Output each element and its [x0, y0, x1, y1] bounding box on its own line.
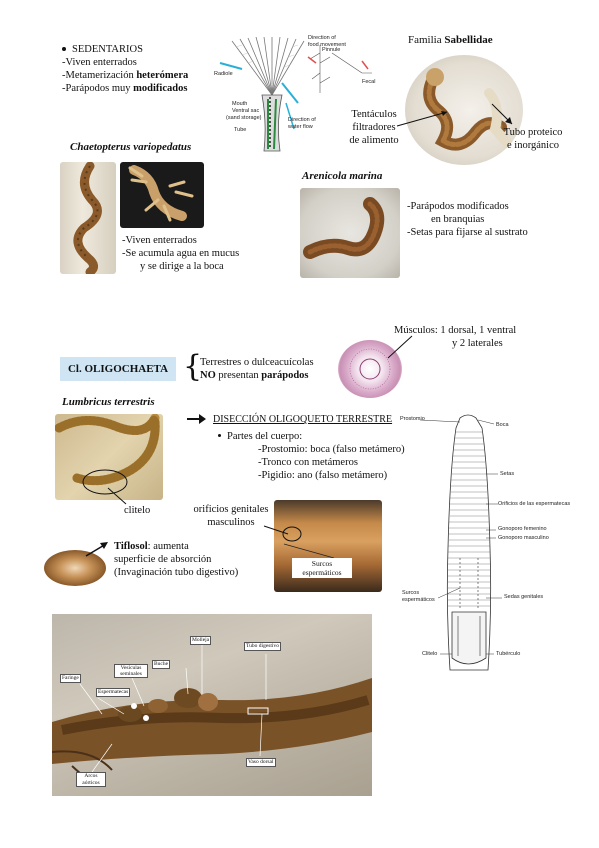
sedentarios-line: -Viven enterrados	[62, 57, 137, 68]
worm-diagram-label: Sedas genitales	[504, 594, 544, 600]
earthworm-diagram	[398, 408, 571, 678]
chaetopterus-notes: -Viven enterrados -Se acumula agua en mucus y se dirige a la boca	[122, 235, 240, 272]
worm-diagram-label: Boca	[496, 422, 509, 428]
worm-diagram-label: Gonoporo femenino	[498, 526, 547, 532]
diagram-label: Tube	[234, 127, 247, 133]
tubo-arrow	[488, 100, 518, 130]
metamerizacion-line: -Metamerización heterómera	[62, 70, 189, 81]
chaetopterus-photo-tube	[60, 162, 116, 274]
tiflosol-arrow	[84, 538, 114, 560]
dissection-label-tubo-digestivo: Tubo digestivo	[246, 643, 279, 649]
diagram-label: Fecal	[362, 79, 376, 85]
dissection-label-vesiculas: Vesículas seminales	[114, 664, 148, 678]
diagram-label: Radiole	[214, 71, 233, 77]
arenicola-worm-svg	[300, 188, 400, 278]
diagram-label: (sand storage)	[226, 115, 262, 121]
dissection-photo	[52, 614, 372, 796]
dissection-label-molleja: Molleja	[192, 637, 210, 643]
arenicola-notes: -Parápodos modificados en branquias -Setas para fijarse al sustrato	[407, 201, 528, 238]
bullet-icon	[62, 47, 66, 51]
oligochaeta-desc: Terrestres o dulceacuícolas NO presentan parápodos	[200, 357, 314, 381]
diagram-label: Pinnule	[322, 47, 341, 53]
dissection-label-buche: Buche	[154, 661, 169, 667]
dissection-label-vaso-dorsal: Vaso dorsal	[248, 759, 274, 765]
worm-diagram-label: Setas	[500, 471, 515, 477]
arenicola-title: Arenicola marina	[302, 170, 383, 182]
tentaculos-label: Tentáculos filtradores de alimento	[349, 109, 399, 146]
diagram-label: Direction of food movement	[308, 35, 346, 48]
chaetopterus-photo-worm	[120, 162, 204, 228]
worm-diagram-label: Clitelo	[422, 651, 438, 657]
diagram-label: Mouth	[232, 101, 248, 107]
dissection-label-espermatecas: Espermatecas	[98, 689, 129, 695]
partes-list: Partes del cuerpo: -Prostomio: boca (falso metámero) -Tronco con metámeros -Pigidio: ano (falso metámero)	[218, 430, 418, 482]
worm-diagram-label: Prostomio	[400, 416, 425, 422]
oligochaeta-brace: {	[183, 349, 203, 384]
orificios-label: orificios genitales masculinos	[193, 504, 269, 528]
lumbricus-title: Lumbricus terrestris	[62, 396, 155, 408]
chaetopterus-title: Chaetopterus variopedatus	[70, 141, 192, 153]
tubo-label: Tubo proteico e inorgánico	[503, 127, 563, 151]
diagram-label: Ventral sac	[232, 108, 260, 114]
arenicola-photo	[300, 188, 400, 278]
orificios-photo	[274, 500, 382, 592]
sedentarios-block	[62, 43, 212, 95]
parapodos-line: -Parápodos muy modificados	[62, 83, 188, 94]
orificios-svg	[274, 500, 382, 592]
surcos-label-box: Surcos espermáticos	[292, 558, 352, 578]
chaetopterus-tube-svg	[60, 162, 116, 274]
diseccion-heading: DISECCIÓN OLIGOQUETO TERRESTRE	[213, 414, 393, 425]
diagram-label: Direction of water flow	[288, 117, 316, 130]
dissection-label-faringe: Faringe	[62, 675, 79, 681]
diseccion-arrow-icon	[186, 413, 210, 425]
worm-diagram-label: Orificios de las espermatecas	[498, 501, 571, 507]
tiflosol-note: Tiflosol: aumenta superficie de absorción (Invaginación tubo digestivo)	[114, 541, 239, 578]
worm-diagram-label: Gonoporo masculino	[498, 535, 549, 541]
chaetopterus-worm-svg	[120, 162, 204, 228]
bullet-icon	[218, 434, 221, 437]
sedentarios-heading: SEDENTARIOS	[62, 43, 212, 56]
dissection-label-arcos-aorticos: Arcos aórticos	[76, 772, 106, 787]
clitelo-arrow	[104, 486, 134, 508]
oligochaeta-box: Cl. OLIGOCHAETA	[60, 357, 176, 381]
clitelo-label: clitelo	[124, 505, 151, 516]
earthworm-diagram-svg	[398, 408, 558, 678]
musculos-note: Músculos: 1 dorsal, 1 ventral y 2 laterales	[394, 325, 517, 349]
tentaculos-arrow	[395, 108, 455, 128]
orificios-arrow	[262, 524, 292, 536]
sabellidae-title: Familia Sabellidae	[408, 34, 493, 46]
dissection-svg	[52, 614, 372, 796]
worm-diagram-label: Surcos espermáticos	[402, 590, 435, 603]
worm-diagram-label: Tubérculo	[496, 651, 521, 657]
